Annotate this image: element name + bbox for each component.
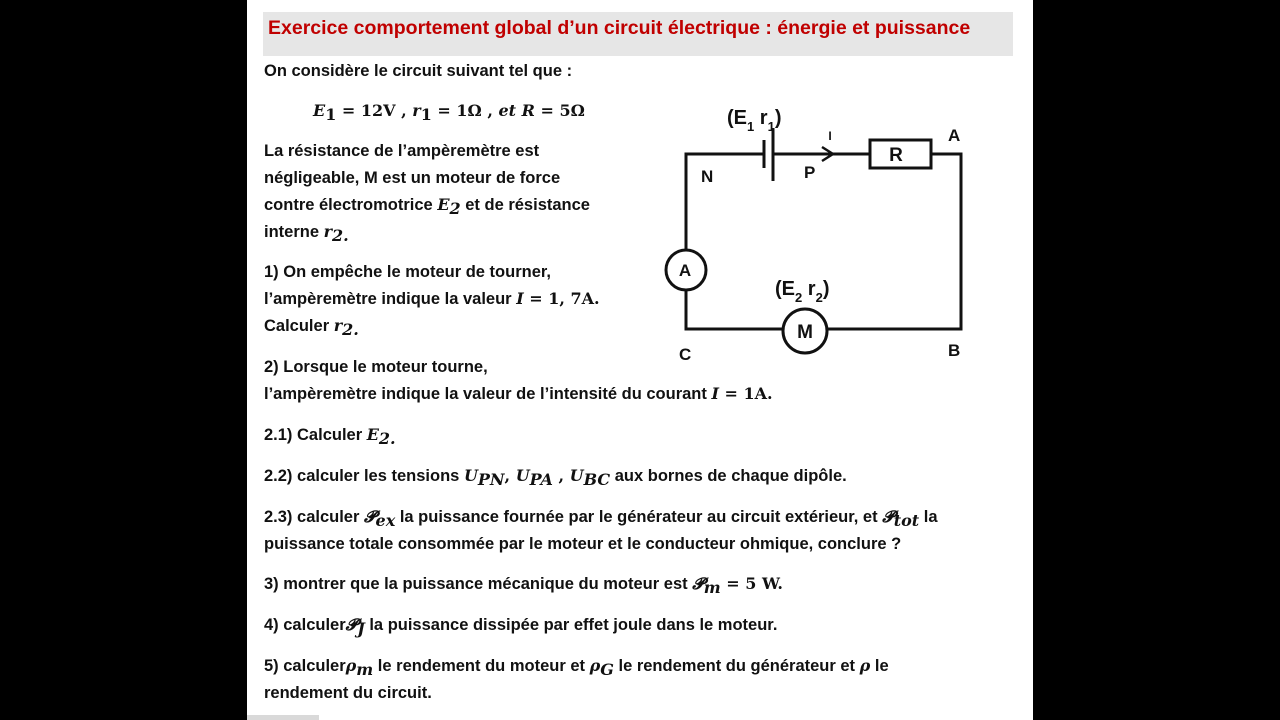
desc-line-2: négligeable, M est un moteur de force [264, 169, 561, 187]
battery-symbol [764, 128, 773, 181]
motor-params-label: ($E_2$ $r_2$) [775, 278, 830, 305]
desc-line-1: La résistance de l’ampèremètre est [264, 142, 540, 160]
question-5-line-1: 5) calculerρ$_m$ le rendement du moteur et $\rho_G$ le rendement du générateur et ρ le [264, 656, 889, 679]
node-b-label: B [948, 341, 961, 360]
node-n-label: N [701, 167, 714, 186]
ammeter-label: A [678, 261, 692, 280]
intro-line: On considère le circuit suivant tel que : [264, 62, 573, 80]
question-3: 3) montrer que la puissance mécanique du moteur est 𝓟$_m$ = 5 W. [264, 574, 783, 597]
question-2-1: 2.1) Calculer $E_{2.}$ [264, 425, 396, 448]
question-1-line-3: Calculer $r_{2.}$ [264, 316, 359, 339]
question-2-3-line-1: 2.3) calculer 𝓟$_{ex}$ la puissance fournée par le générateur au circuit extérieur, et 𝓟$_{tot}$ la [264, 507, 938, 530]
title-banner [263, 12, 1013, 56]
motor-label: M [797, 322, 813, 343]
question-1-line-1: 1) On empêche le moteur de tourner, [264, 263, 551, 281]
resistor-label: R [889, 145, 903, 166]
question-4: 4) calculer𝓟$_J$ la puissance dissipée par effet joule dans le moteur. [264, 615, 778, 638]
node-a-label: A [948, 126, 961, 145]
question-2-2: 2.2) calculer les tensions $U_{PN}$, $U_{PA}$ , $U_{BC}$ aux bornes de chaque dipôle. [264, 466, 847, 489]
question-5-line-2: rendement du circuit. [264, 684, 432, 702]
desc-line-3: contre électromotrice $E_2$ et de résistance [264, 195, 590, 218]
question-1-line-2: l’ampèremètre indique la valeur I = 1, 7A. [264, 289, 600, 308]
node-c-label: C [679, 345, 692, 364]
circuit-diagram [655, 100, 975, 365]
node-p-label: P [804, 163, 816, 182]
given-values: $E_1 = 12V$ , $r_1 = 1\Omega$ , et R = 5Ω [313, 101, 585, 124]
question-2-line-1: 2) Lorsque le moteur tourne, [264, 358, 488, 376]
scrollbar-fragment [247, 715, 319, 720]
page-title: Exercice comportement global d’un circuit électrique : énergie et puissance [268, 17, 971, 39]
desc-line-4: interne $r_{2.}$ [264, 222, 349, 245]
question-2-3-line-2: puissance totale consommée par le moteur et le conducteur ohmique, conclure ? [264, 535, 902, 553]
current-label: I [828, 129, 832, 143]
generator-label: ($E_1$ $r_1$) [727, 107, 782, 134]
circuit-wires [686, 154, 961, 329]
question-2-line-2: l’ampèremètre indique la valeur de l’intensité du courant I = 1A. [264, 384, 773, 403]
